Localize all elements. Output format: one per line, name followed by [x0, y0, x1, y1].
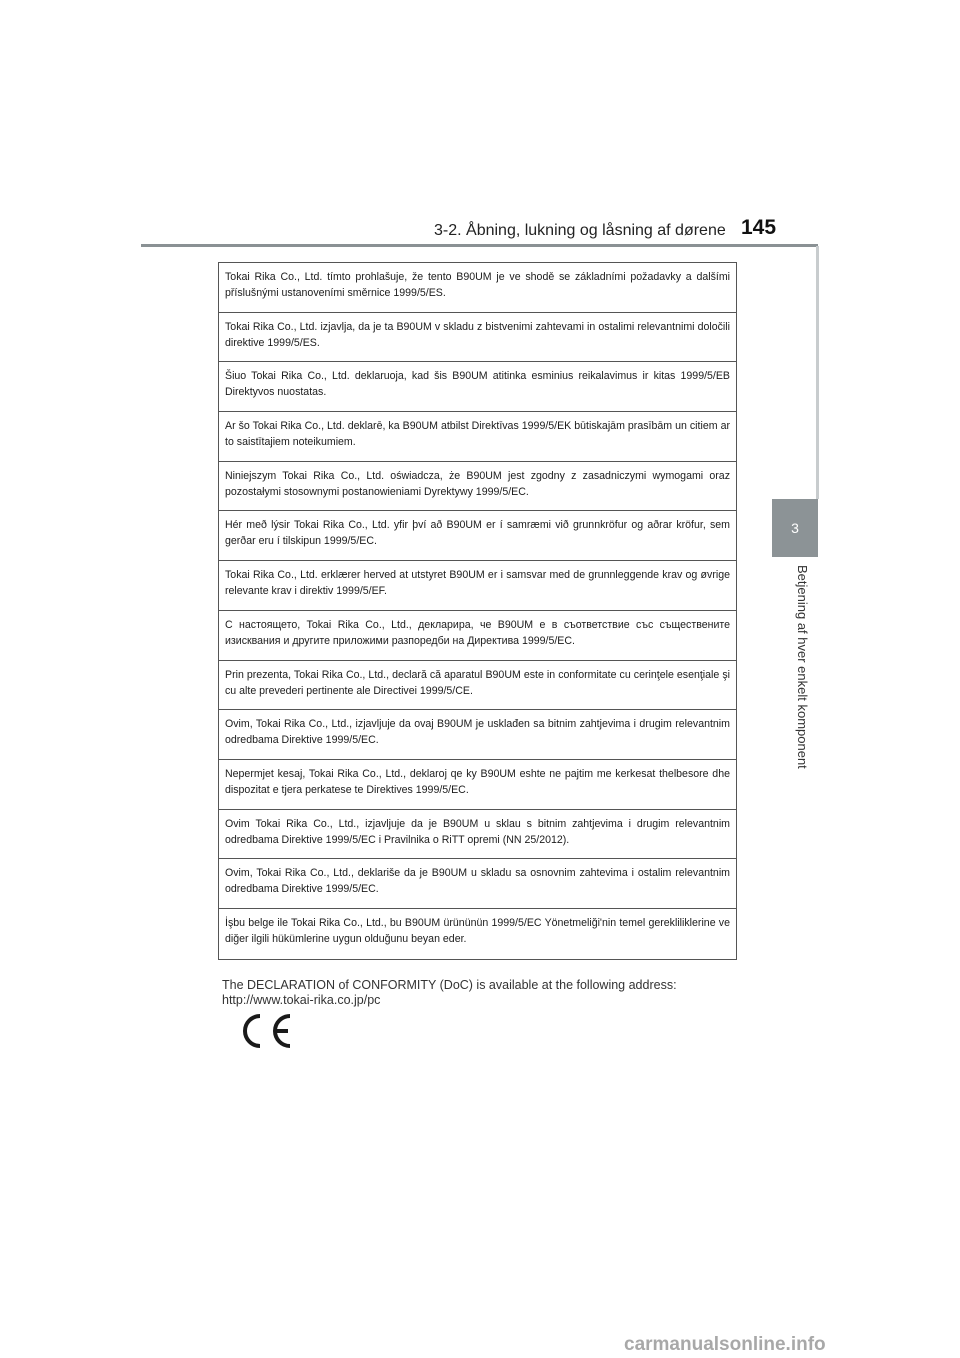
page-number: 145: [741, 216, 777, 239]
declaration-row-turkish: İşbu belge ile Tokai Rika Co., Ltd., bu B90UM ürününün 1999/5/EC Yönetmeliği'nin temel gerekliliklerine ve diğer ilgili hükümlerine uygun olduğunu beyan eder.: [225, 916, 730, 945]
header-divider: [141, 244, 818, 247]
doc-note-url: http://www.tokai-rika.co.jp/pc: [222, 993, 381, 1007]
declaration-row-serbian: Ovim, Tokai Rika Co., Ltd., deklariše da je B90UM u skladu sa osnovnim zahtevima i ostalim relevantnim odredbama Direktive 1999/5/EC.: [219, 859, 736, 909]
declaration-row-albanian: Nepermjet kesaj, Tokai Rika Co., Ltd., deklaroj qe ky B90UM eshte ne pajtim me kerkesat thelbesore dhe dispozitat e tjera perkatese te Direktives 1999/5/EC.: [219, 760, 736, 810]
doc-note-text: The DECLARATION of CONFORMITY (DoC) is available at the following address:: [222, 978, 677, 992]
declaration-row-bosnian: Ovim, Tokai Rika Co., Ltd., izjavljuje da ovaj B90UM je usklađen sa bitnim zahtjevima i drugim relevantnim odredbama Direktive 1999/5/EC.: [219, 710, 736, 760]
declaration-row-polish: Niniejszym Tokai Rika Co., Ltd. oświadcza, że B90UM jest zgodny z zasadniczymi wymogami oraz pozostałymi stosownymi postanowieniami Dyrektywy 1999/5/EC.: [219, 462, 736, 512]
declaration-row-norwegian: Tokai Rika Co., Ltd. erklærer herved at utstyret B90UM er i samsvar med de grunnleggende krav og øvrige relevante krav i direktiv 1999/5/EF.: [219, 561, 736, 611]
declaration-row-czech: Tokai Rika Co., Ltd. tímto prohlašuje, že tento B90UM je ve shodě se základními požadavky a dalšími příslušnými ustanoveními směrnice 1999/5/ES.: [219, 263, 736, 313]
declaration-table: [218, 262, 737, 960]
chapter-side-label: Betjening af hver enkelt komponent: [795, 565, 810, 769]
site-watermark: carmanualsonline.info: [624, 1334, 826, 1355]
ce-mark-icon: [236, 1012, 296, 1050]
declaration-row-latvian: Ar šo Tokai Rika Co., Ltd. deklarē, ka B90UM atbilst Direktīvas 1999/5/EK būtiskajām prasībām un citiem ar to saistītajiem noteikumiem.: [219, 412, 736, 462]
declaration-row-bulgarian: С настоящето, Tokai Rika Co., Ltd., декларира, че B90UM е в съответствие със съществените изисквания и другите приложими разпоредби на Директива 1999/5/ЕС.: [219, 611, 736, 661]
declaration-row-icelandic: Hér með lýsir Tokai Rika Co., Ltd. yfir því að B90UM er í samræmi við grunnkröfur og aðrar kröfur, sem gerðar eru í tilskipun 1999/5/EC.: [219, 511, 736, 561]
doc-availability-note: [222, 978, 742, 1008]
side-divider: [816, 246, 819, 499]
declaration-row-croatian: Ovim Tokai Rika Co., Ltd., izjavljuje da je B90UM u sklau s bitnim zahtjevima i drugim relevantnim odredbama Direktive 1999/5/EC i Pravilnika o RiTT opremi (NN 25/2012).: [219, 810, 736, 860]
declaration-row-lithuanian: Šiuo Tokai Rika Co., Ltd. deklaruoja, kad šis B90UM atitinka esminius reikalavimus ir kitas 1999/5/EB Direktyvos nuostatas.: [219, 362, 736, 412]
declaration-row-slovenian: Tokai Rika Co., Ltd. izjavlja, da je ta B90UM v skladu z bistvenimi zahtevami in ostalimi relevantnimi določili direktive 1999/5/ES.: [219, 313, 736, 363]
chapter-tab: 3: [772, 499, 818, 557]
page-header-title: 3-2. Åbning, lukning og låsning af dørene: [434, 222, 726, 239]
declaration-row-romanian: Prin prezenta, Tokai Rika Co., Ltd., declară că aparatul B90UM este in conformitate cu cerinţele esenţiale şi cu alte prevederi pertinente ale Directivei 1999/5/CE.: [219, 661, 736, 711]
